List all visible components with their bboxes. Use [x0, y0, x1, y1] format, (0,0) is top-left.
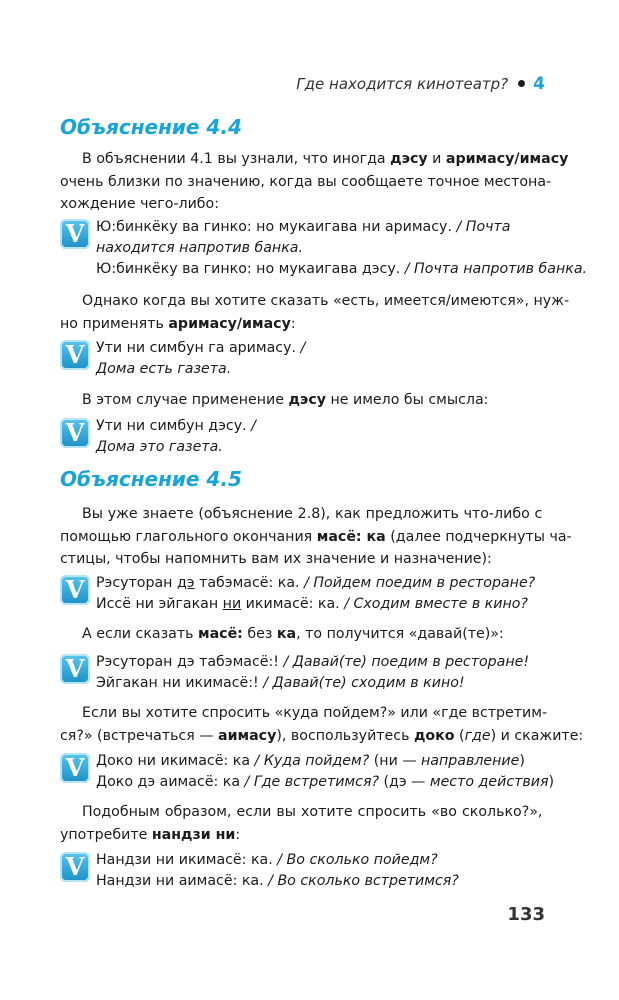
- paragraph-2: Однако когда вы хотите сказать «есть, имеется/имеются», нуж- но применять аримасу/имасу:: [60, 293, 570, 332]
- paragraph-3: В этом случае применение дэсу не имело бы смысла:: [82, 392, 489, 408]
- paragraph-6: Если вы хотите спросить «куда пойдем?» или «где встретим- ся?» (встречаться — аимасу), воспользуйтесь доко (где) и скажите:: [60, 705, 584, 744]
- v-check-icon: V: [60, 418, 90, 448]
- bullet-dot-icon: [518, 80, 525, 87]
- running-head-title: Где находится кинотеатр?: [296, 75, 509, 93]
- v-check-icon: V: [60, 753, 90, 783]
- v-check-icon: V: [60, 340, 90, 370]
- paragraph-4: Вы уже знаете (объяснение 2.8), как предложить что-либо с помощью глагольного окончания масё: ка (далее подчеркнуты ча- стицы, чтобы напомнить вам их значение и назначение):: [60, 506, 572, 567]
- v-check-icon: V: [60, 575, 90, 605]
- v-check-icon: V: [60, 219, 90, 249]
- chapter-number: 4: [533, 74, 545, 94]
- page-number: 133: [507, 904, 545, 925]
- paragraph-1: В объяснении 4.1 вы узнали, что иногда дэсу и аримасу/имасу очень близки по значению, когда вы сообщаете точное местона- хождение чего-либо:: [60, 151, 569, 212]
- section-title-4-4: Объяснение 4.4: [60, 115, 242, 139]
- paragraph-7: Подобным образом, если вы хотите спросить «во сколько?», употребите нандзи ни:: [60, 804, 543, 843]
- section-title-4-5: Объяснение 4.5: [60, 467, 242, 491]
- paragraph-5: А если сказать масё: без ка, то получится «давай(те)»:: [82, 626, 504, 642]
- v-check-icon: V: [60, 654, 90, 684]
- running-head: [296, 74, 545, 94]
- v-check-icon: V: [60, 852, 90, 882]
